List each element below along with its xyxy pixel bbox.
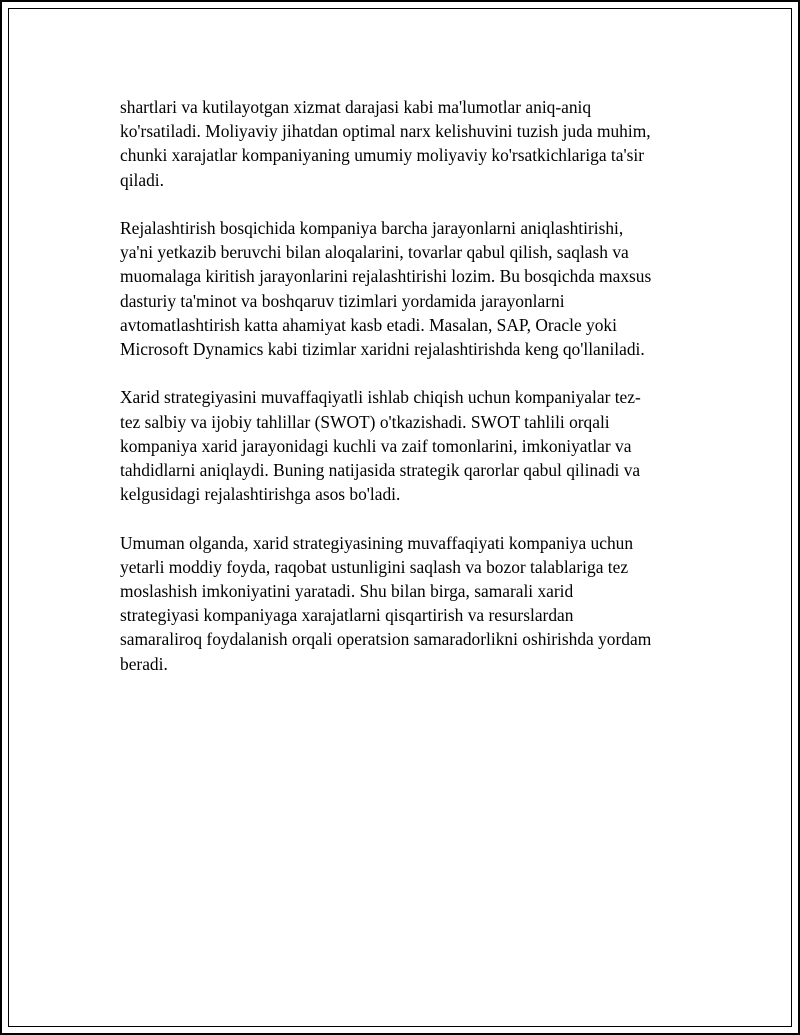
paragraph-line: ko'rsatiladi. Moliyaviy jihatdan optimal narx kelishuvini tuzish juda muhim, (120, 121, 651, 142)
paragraph-line: yetarli moddiy foyda, raqobat ustunligini saqlash va bozor talablariga tez (120, 556, 629, 577)
paragraph-line: samaraliroq foydalanish orqali operatsion samaradorlikni oshirishda yordam (120, 629, 652, 650)
paragraph-2 (120, 216, 690, 361)
paragraph-line: kompaniya xarid jarayonidagi kuchli va zaif tomonlarini, imkoniyatlar va (120, 435, 632, 456)
paragraph-line: muomalaga kiritish jarayonlarini rejalashtirishi lozim. Bu bosqichda maxsus (120, 266, 652, 287)
paragraph-1 (120, 95, 690, 192)
paragraph-line: Umuman olganda, xarid strategiyasining muvaffaqiyati kompaniya uchun (120, 532, 634, 553)
paragraph-line: tahdidlarni aniqlaydi. Buning natijasida strategik qarorlar qabul qilinadi va (120, 460, 641, 481)
paragraph-line: kelgusidagi rejalashtirishga asos bo'ladi. (120, 484, 401, 505)
paragraph-line: tez salbiy va ijobiy tahlillar (SWOT) o'tkazishadi. SWOT tahlili orqali (120, 411, 610, 432)
paragraph-line: ya'ni yetkazib beruvchi bilan aloqalarini, tovarlar qabul qilish, saqlash va (120, 242, 629, 263)
paragraph-line: Rejalashtirish bosqichida kompaniya barcha jarayonlarni aniqlashtirishi, (120, 218, 624, 238)
paragraph-line: Microsoft Dynamics kabi tizimlar xaridni rejalashtirishda keng qo'llaniladi. (120, 339, 645, 360)
paragraph-line: shartlari va kutilayotgan xizmat darajasi kabi ma'lumotlar aniq-aniq (120, 97, 592, 117)
paragraph-line: dasturiy ta'minot va boshqaruv tizimlari yordamida jarayonlarni (120, 290, 565, 311)
paragraph-line: avtomatlashtirish katta ahamiyat kasb etadi. Masalan, SAP, Oracle yoki (120, 314, 617, 335)
paragraph-line: qiladi. (120, 169, 164, 190)
paragraph-3 (120, 385, 690, 506)
paragraph-line: chunki xarajatlar kompaniyaning umumiy moliyaviy ko'rsatkichlariga ta'sir (120, 145, 644, 166)
paragraph-line: moslashish imkoniyatini yaratadi. Shu bilan birga, samarali xarid (120, 581, 574, 602)
paragraph-line: Xarid strategiyasini muvaffaqiyatli ishlab chiqish uchun kompaniyalar tez- (120, 387, 641, 408)
paragraph-line: beradi. (120, 653, 168, 674)
paragraph-line: strategiyasi kompaniyaga xarajatlarni qisqartirish va resurslardan (120, 605, 574, 626)
paragraph-4 (120, 531, 690, 676)
document-body (120, 95, 690, 700)
